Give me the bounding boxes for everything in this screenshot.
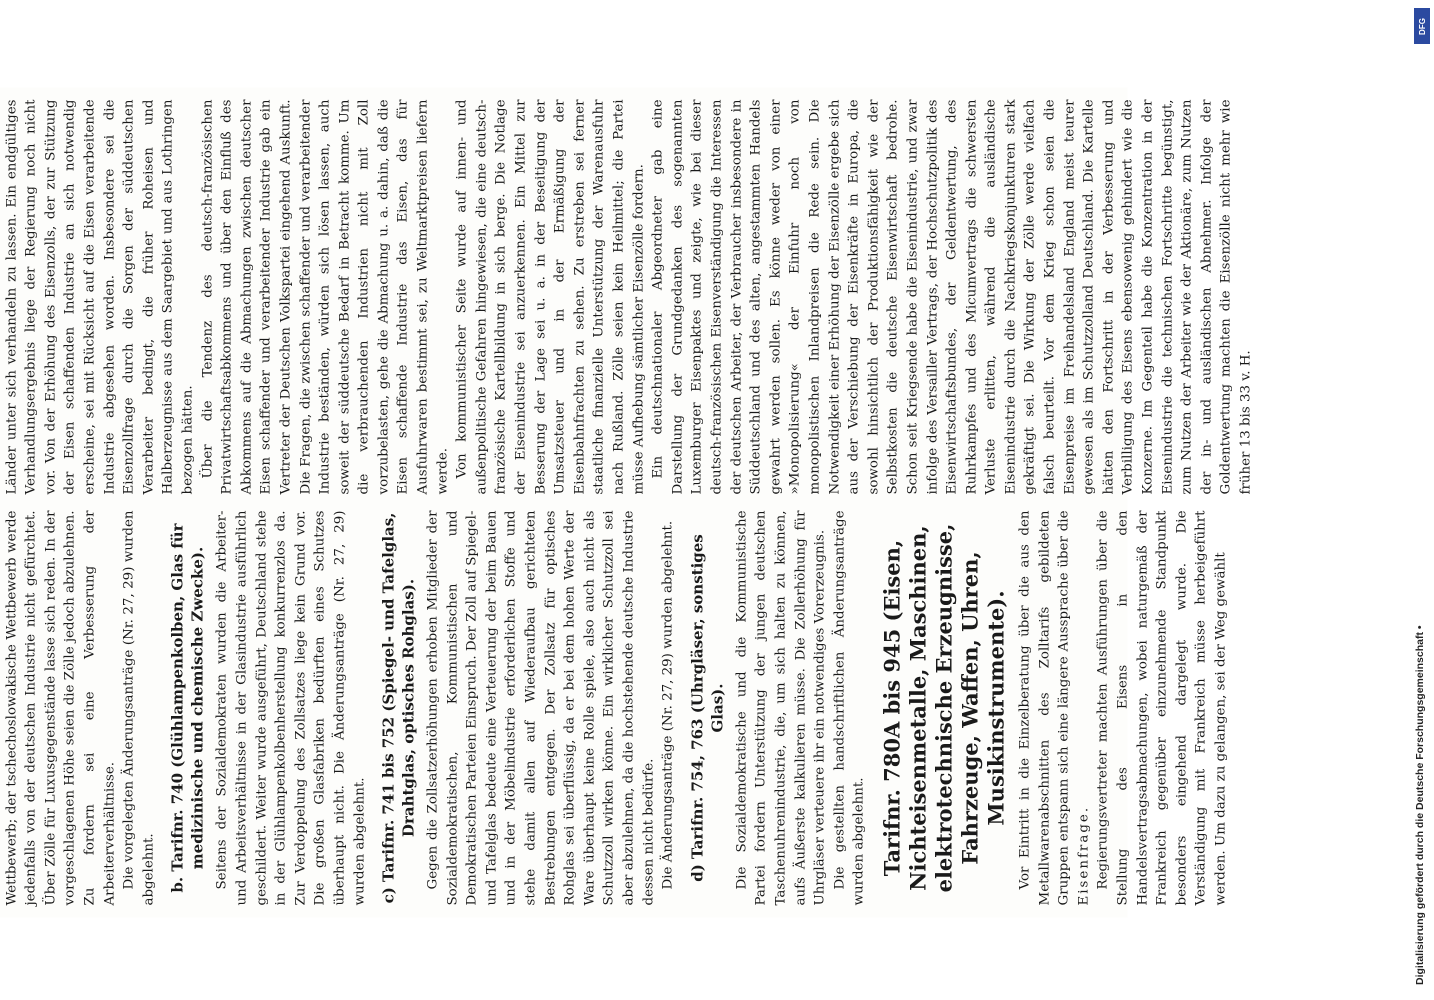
dfg-logo <box>1414 8 1430 44</box>
text-column-left <box>0 510 1229 906</box>
paragraph: Von kommunistischer Seite wurde auf innen- und außenpolitische Gefahren hingewiesen, die eine deutsch-französische Kartellbildung in sich berge. Die Notlage der Eisenindustrie sei anzuerkennen. Ein Mittel zur Besserung der Lage sei u. a. in der Beseitigung der Umsatzsteuer und in der Ermäßigung der Eisenbahnfrachten zu sehen. Zu erstreben sei ferner staatliche finanzielle Unterstützung der Warenausfuhr nach Rußland. Zölle seien kein Heilmittel; die Partei müsse Aufhebung sämtlicher Eisenzölle fordern. <box>454 99 647 495</box>
paragraph: Die Sozialdemokratische und die Kommunistische Partei fordern Unterstützung der jungen deutschen Taschenuhrenindustrie, die, um sich halten zu können, aufs Äußerste kalkulieren müsse. Die Zollerhöhung für Uhrgläser verteuere ihr ein notwendiges Vorerzeugnis. <box>734 510 828 906</box>
paragraph: Die vorgelegten Änderungsanträge (Nr. 27, 29) wurden abgelehnt. <box>121 510 157 906</box>
paragraph: Seitens der Sozialdemokraten wurden die Arbeiter- und Arbeitsverhältnisse in der Glasindustrie ausführlich geschildert. Weiter wurde ausgeführt, Deutschland stehe in der Glühlampenkolbenherstellung konkurrenzlos da. Zur Verdoppelung des Zollsatzes liege kein Grund vor. Die großen Glasfabriken bedürften eines Schutzes überhaupt nicht. Die Änderungsanträge (Nr. 27, 29) wurden abgelehnt. <box>214 510 367 906</box>
paragraph: Ein deutschnationaler Abgeordneter gab eine Darstellung der Grundgedanken des sogenannten Luxemburger Eisenpaktes und zeigte, wie bei dieser deutsch-französischen Eisenverständigung die Interessen der deutschen Arbeiter, der Verbraucher insbesondere in Süddeutschland und des alten, angestammten Handels gewahrt werden sollen. Es könne weder von einer »Monopolisierung« der Einfuhr noch von monopolistischen Inlandpreisen die Rede sein. Die Notwendigkeit einer Erhöhung der Eisenzölle ergebe sich aus der Verschiebung der Eisenkräfte in Europa, die sowohl hinsichtlich der Produktionsfähigkeit wie der Selbstkosten die deutsche Eisenwirtschaft bedrohe. Schon seit Kriegsende habe die Eisenindustrie, und zwar infolge des Versailler Vertrags, der Hochschutzpolitik des Eisenwirtschaftsbundes, der Geldentwertung, des Ruhrkampfes und des Micumvertrags die schwersten Verluste erlitten, während die ausländische Eisenindustrie durch die Nachkriegskonjunkturen stark gekräftigt sei. Die Wirkung der Zölle werde vielfach falsch beurteilt. Vor dem Krieg schon seien die Eisenpreise im Freihandelsland England meist teurer gewesen als im Schutzzolland Deutschland. Die Kartelle hätten den Fortschritt in der Verbesserung und Verbilligung des Eisens ebensowenig gehindert wie die Konzerne. Im Gegenteil habe die Konzentration in der Eisenindustrie die technischen Fortschritte begünstigt, zum Nutzen der Arbeiter wie der Aktionäre, zum Nutzen der in- und ausländischen Abnehmer. Infolge der Goldentwertung machten die Eisenzölle nicht mehr wie früher 13 bis 33 v. H. <box>650 99 1254 495</box>
dfg-logo-text: DFG <box>1417 17 1427 35</box>
section-heading-d: d) Tarifnr. 754, 763 (Uhrgläser, sonstiges Glas). <box>688 534 727 882</box>
main-heading-780a: Tarifnr. 780A bis 945 (Eisen, Nichteisenmetalle, Maschinen, elektrotechnische Erzeugnisse, Fahrzeuge, Waffen, Uhren, Musikinstrumente). <box>879 523 1009 893</box>
paragraph: Gegen die Zollsatzerhöhungen erhoben Mitglieder der Sozialdemokratischen, Kommunistischen und Demokratischen Parteien Einspruch. Der Zoll auf Spiegel- und Tafelglas bedeute eine Verteuerung der beim Bauen und in der Möbelindustrie erforderlichen Stoffe und stehe damit allen auf Wiederaufbau gerichteten Bestrebungen entgegen. Der Zollsatz für optisches Rohglas sei überflüssig, da er bei dem hohen Werte der Ware überhaupt keine Rolle spiele, also auch nicht als Schutzzoll wirken könne. Ein wirklicher Schutzzoll sei aber abzulehnen, da die hochstehende deutsche Industrie dessen nicht bedürfe. <box>425 510 657 906</box>
digitization-credit: Digitalisierung gefördert durch die Deutsche Forschungsgemeinschaft • <box>1414 625 1426 985</box>
paragraph: Über die Tendenz des deutsch-französischen Privatwirtschaftsabkommens und über den Einfluß des Abkommens auf die Abmachungen zwischen deutscher Eisen schaffender und verarbeitender Industrie gab ein Vertreter der Deutschen Volkspartei eingehend Auskunft. Die Fragen, die zwischen schaffender und verarbeitender Industrie beständen, würden sich lösen lassen, auch soweit der süddeutsche Bedarf in Betracht komme. Um die verbrauchenden Industrien nicht mit Zoll vorzubelasten, gehe die Abmachung u. a. dahin, daß die Eisen schaffende Industrie das Eisen, das für Ausfuhrwaren bestimmt sei, zu Weltmarktpreisen liefern werde. <box>200 99 451 495</box>
spaced-term: Eisenfrage. <box>1076 805 1092 906</box>
section-heading-b: b. Tarifnr. 740 (Glühlampenkolben, Glas für medizinische und chemische Zwecke). <box>168 523 207 893</box>
paragraph <box>1015 511 1093 906</box>
scanned-page <box>0 88 1254 918</box>
paragraph: Länder unter sich verhandeln zu lassen. Ein endgültiges Verhandlungsergebnis liege der Regierung noch nicht vor. Von der Erhöhung des Eisenzolls, der zur Stützung der Eisen schaffenden Industrie an sich notwendig erscheine, sei mit Rücksicht auf die Eisen verarbeitende Industrie abgesehen worden. Insbesondere sei die Eisenzollfrage durch die Sorgen der süddeutschen Verarbeiter bedingt, die früher Roheisen und Halberzeugnisse aus dem Saargebiet und aus Lothringen bezogen hätten. <box>4 99 196 495</box>
paragraph-lead: Vor Eintritt in die Einzelberatung über die aus den Metallwarenabschnitten des Zolltarifs gebildeten Gruppen entspann sich eine längere Aussprache über die <box>1017 510 1072 906</box>
paragraph: Die gestellten handschriftlichen Änderungsanträge wurden abgelehnt. <box>832 510 867 906</box>
paragraph: Regierungsvertreter machten Ausführungen über die Stellung des Eisens in den Handelsvertragsabmachungen, wobei naturgemäß der Frankreich gegenüber einzunehmende Standpunkt besonders eingehend dargelegt wurde. Die Verständigung mit Frankreich müsse herbeigeführt werden. Um dazu zu gelangen, sei der Weg gewählt <box>1095 510 1229 906</box>
paragraph: Wettbewerb; der tschechoslowakische Wettbewerb werde jedenfalls von der deutschen Industrie nicht gefürchtet. Über Zölle für Luxusgegenstände lasse sich reden. In der vorgeschlagenen Höhe seien die Zölle jedoch abzulehnen. Zu fordern sei eine Verbesserung der Arbeiterverhältnisse. <box>4 510 118 906</box>
text-column-right <box>0 99 1254 495</box>
paragraph: Die Änderungsanträge (Nr. 27, 29) wurden abgelehnt. <box>660 520 676 890</box>
section-heading-c: c) Tarifnr. 741 bis 752 (Spiegel- und Tafelglas, Drahtglas, optisches Rohglas). <box>379 512 418 904</box>
